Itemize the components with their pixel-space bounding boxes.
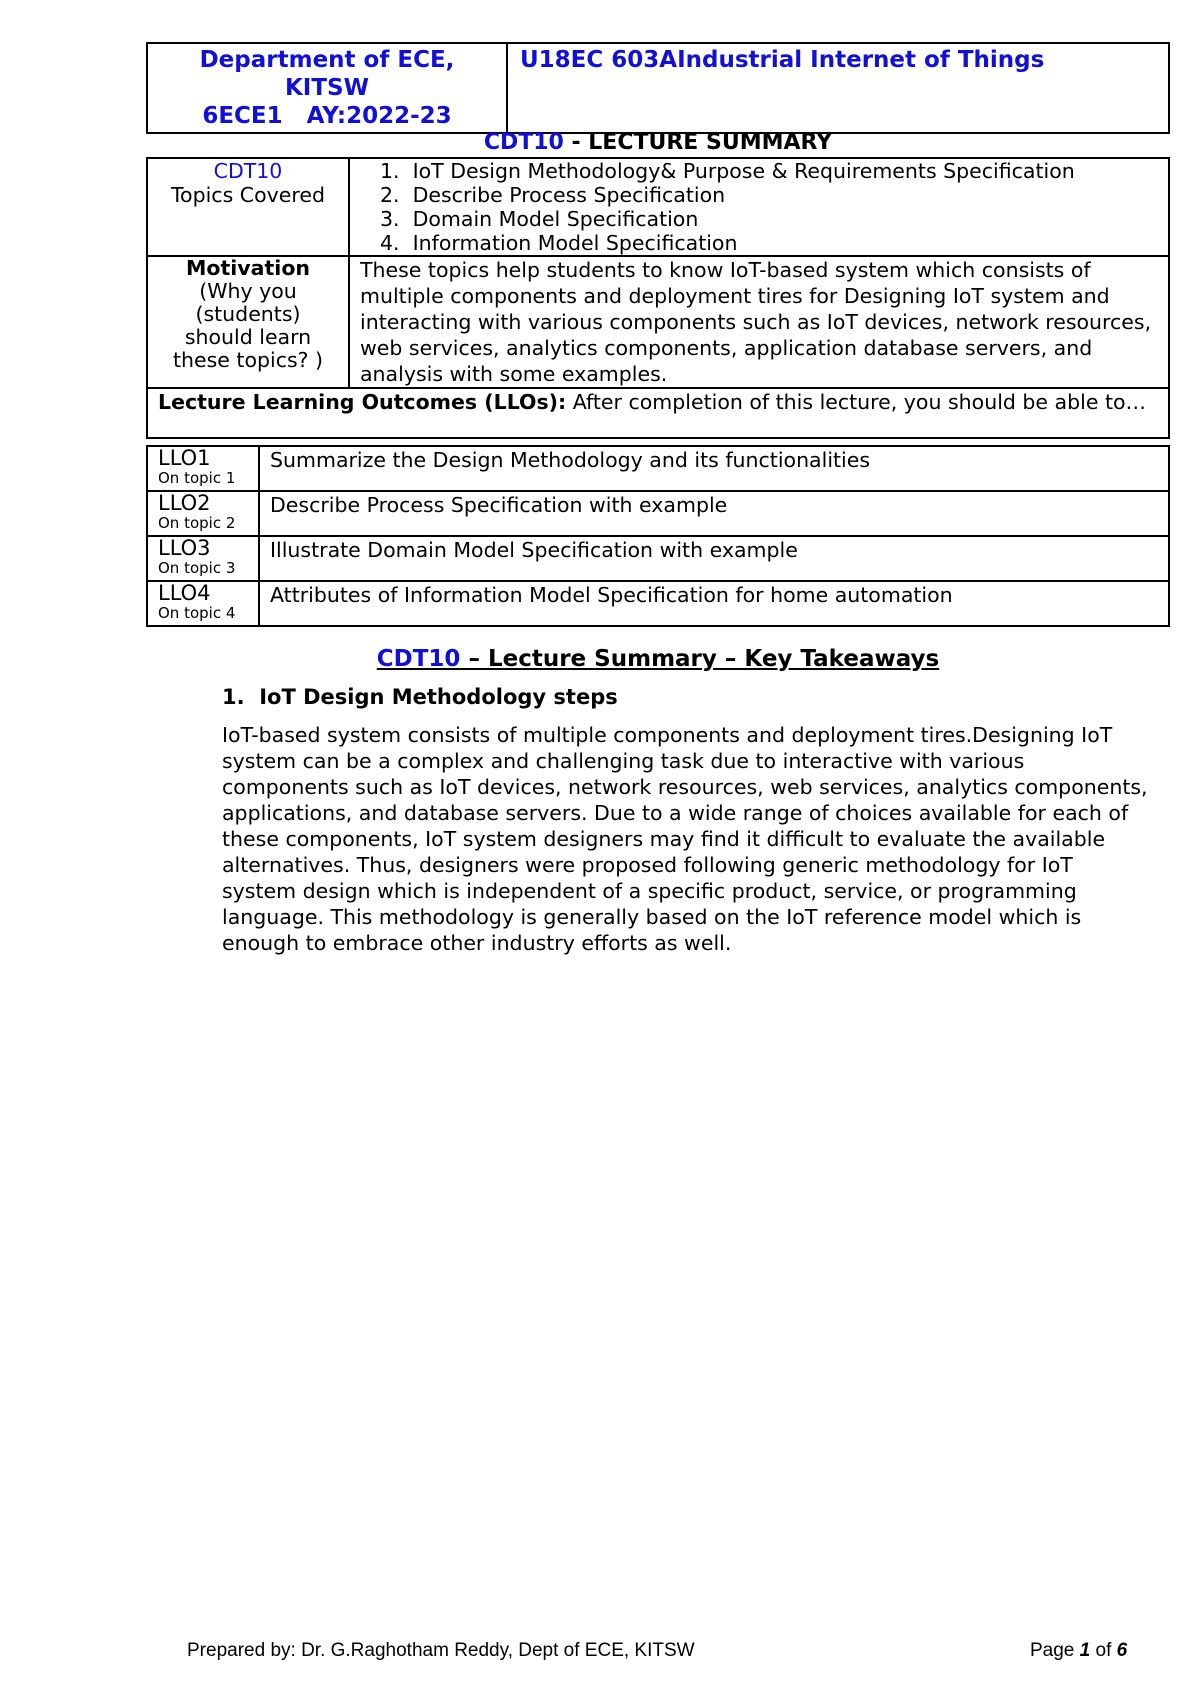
llo-tag-cell	[147, 536, 259, 581]
course-title: U18EC 603AIndustrial Internet of Things	[520, 47, 1045, 73]
key-takeaways-title	[146, 644, 1170, 674]
institute-name: KITSW	[284, 75, 369, 101]
page-word: Page	[1030, 1640, 1080, 1661]
total-pages: 6	[1116, 1640, 1128, 1661]
topics-label: Topics Covered	[171, 183, 325, 207]
summary-title-text: - LECTURE SUMMARY	[563, 130, 833, 155]
takeaways-title-text: – Lecture Summary – Key Takeaways	[460, 646, 940, 672]
department-cell	[147, 43, 507, 133]
prepared-by: Prepared by: Dr. G.Raghotham Reddy, Dept of ECE, KITSW	[187, 1640, 695, 1661]
llo-description: Summarize the Design Methodology and its functionalities	[259, 446, 1169, 491]
llo-code: LLO2	[158, 491, 211, 515]
llo-code: LLO3	[158, 536, 211, 560]
course-cell	[507, 43, 1169, 133]
topics-code: CDT10	[213, 159, 283, 183]
department-name: Department of ECE,	[199, 47, 455, 73]
motivation-text-cell	[349, 256, 1169, 388]
topics-label-cell	[147, 158, 349, 256]
llo-header-text: After completion of this lecture, you should be able to…	[566, 390, 1147, 414]
section-heading: 1. IoT Design Methodology steps	[222, 685, 618, 709]
llo-header-cell	[147, 388, 1169, 438]
llo-topic-ref: On topic 1	[158, 469, 236, 487]
section-body: IoT-based system consists of multiple components and deployment tires.Designing IoT system can be a complex and challenging task due to interactive with various components such as IoT devices, network resources, web services, analytics components, applications, and database servers. Due to a wide range of choices available for each of these components, IoT system designers may find it difficult to evaluate the available alternatives. Thus, designers were proposed following generic methodology for IoT system design which is independent of a specific product, service, or programming language. This methodology is generally based on the IoT reference model which is enough to embrace other industry efforts as well.	[222, 723, 1148, 955]
current-page: 1	[1079, 1640, 1091, 1661]
llo-topic-ref: On topic 2	[158, 514, 236, 532]
llo-description: Illustrate Domain Model Specification with example	[259, 536, 1169, 581]
llo-topic-ref: On topic 3	[158, 559, 236, 577]
llo-tag-cell	[147, 491, 259, 536]
topics-list	[376, 159, 1158, 255]
topics-list-cell	[349, 158, 1169, 256]
llo-code: LLO1	[158, 446, 211, 470]
llo-description: Describe Process Specification with example	[259, 491, 1169, 536]
class-year: 6ECE1 AY:2022-23	[202, 103, 452, 129]
llo-tag-cell	[147, 446, 259, 491]
summary-code: CDT10	[483, 130, 564, 155]
topic-item: 2. Describe Process Specification	[380, 183, 726, 207]
llo-description: Attributes of Information Model Specification for home automation	[259, 581, 1169, 626]
takeaways-code: CDT10	[376, 646, 461, 672]
motivation-label-cell	[147, 256, 349, 388]
llo-table	[146, 445, 1170, 627]
llo-topic-ref: On topic 4	[158, 604, 236, 622]
summary-table	[146, 157, 1170, 439]
motivation-text: These topics help students to know IoT-based system which consists of multiple components and deployment tires for Designing IoT system and interacting with various components such as IoT devices, network resources, web services, analytics components, application database servers, and analysis with some examples.	[360, 258, 1152, 386]
motivation-subtitle: (Why you (students) should learn these topics? )	[172, 279, 324, 372]
llo-tag-cell	[147, 581, 259, 626]
page-number	[1030, 1640, 1127, 1662]
motivation-label: Motivation	[185, 256, 310, 280]
topic-item: 4. Information Model Specification	[380, 231, 738, 255]
llo-header-label: Lecture Learning Outcomes (LLOs):	[158, 390, 567, 414]
lecture-summary-title	[146, 129, 1170, 157]
llo-code: LLO4	[158, 581, 211, 605]
header-table	[146, 42, 1170, 134]
of-word: of	[1090, 1640, 1117, 1661]
topic-item: 1. IoT Design Methodology& Purpose & Requirements Specification	[380, 159, 1075, 183]
topic-item: 3. Domain Model Specification	[380, 207, 699, 231]
